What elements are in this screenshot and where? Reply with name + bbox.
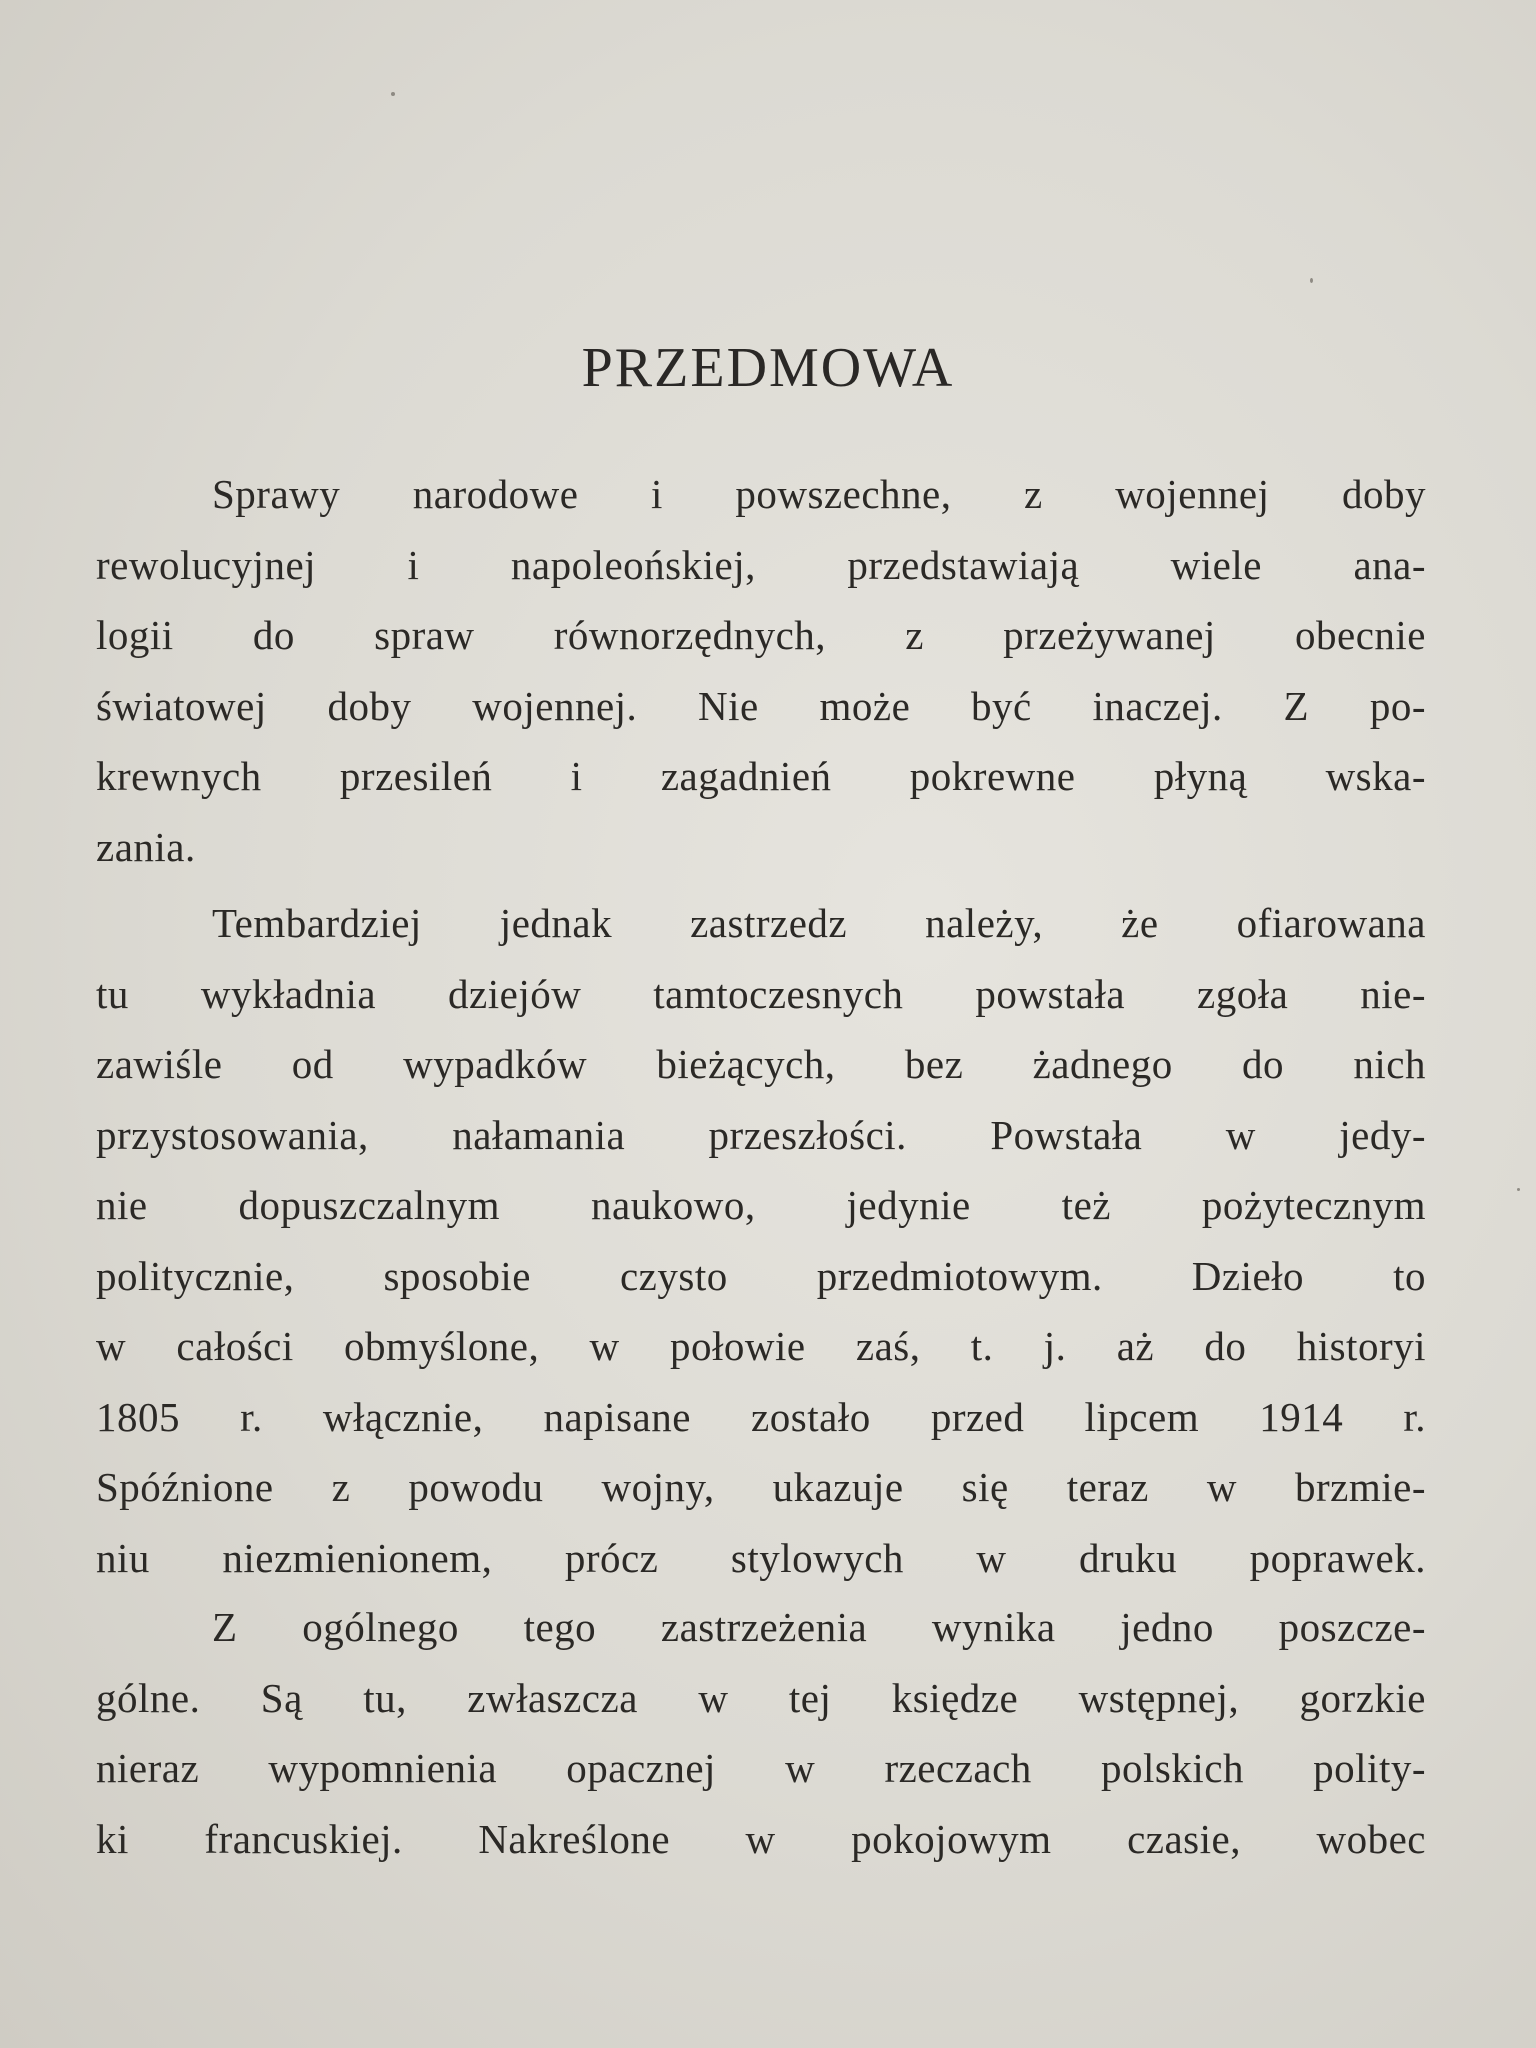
paper-speck <box>391 92 395 96</box>
text-line: zania. <box>96 823 196 870</box>
paragraph-1 <box>96 459 1426 882</box>
text-line: gólne. Są tu, zwłaszcza w tej księdze wstępnej, gorzkie <box>96 1674 1426 1721</box>
text-line: nie dopuszczalnym naukowo, jedynie też pożytecznym <box>96 1182 1426 1228</box>
text-line: w całości obmyślone, w połowie zaś, t. j. aż do historyi <box>96 1323 1426 1369</box>
text-line: niu niezmienionem, prócz stylowych w druku poprawek. <box>96 1534 1426 1581</box>
text-line: krewnych przesileń i zagadnień pokrewne płyną wska- <box>96 753 1426 799</box>
paper-speck <box>1310 278 1313 283</box>
text-line: Sprawy narodowe i powszechne, z wojennej doby <box>212 471 1426 517</box>
text-line: Z ogólnego tego zastrzeżenia wynika jedno poszcze- <box>212 1604 1426 1650</box>
page-title: PRZEDMOWA <box>581 337 955 399</box>
text-line: światowej doby wojennej. Nie może być inaczej. Z po- <box>96 682 1426 729</box>
text-line: Tembardziej jednak zastrzedz należy, że ofiarowana <box>212 900 1426 946</box>
paper-speck <box>1517 1188 1520 1191</box>
text-line: rewolucyjnej i napoleońskiej, przedstawiają wiele ana- <box>96 541 1426 588</box>
text-line: zawiśle od wypadków bieżących, bez żadnego do nich <box>96 1041 1426 1087</box>
text-line: 1805 r. włącznie, napisane zostało przed lipcem 1914 r. <box>96 1393 1426 1440</box>
text-line: ki francuskiej. Nakreślone w pokojowym czasie, wobec <box>96 1815 1426 1862</box>
text-line: nieraz wypomnienia opacznej w rzeczach polskich polity- <box>96 1745 1426 1791</box>
text-line: przystosowania, nałamania przeszłości. Powstała w jedy- <box>96 1111 1426 1158</box>
text-line: logii do spraw równorzędnych, z przeżywanej obecnie <box>96 612 1426 658</box>
text-line: Spóźnione z powodu wojny, ukazuje się teraz w brzmie- <box>96 1464 1426 1510</box>
text-line: tu wykładnia dziejów tamtoczesnych powstała zgoła nie- <box>96 970 1426 1017</box>
text-line: politycznie, sposobie czysto przedmiotowym. Dzieło to <box>96 1252 1426 1299</box>
paragraph-3 <box>96 1592 1426 1874</box>
paragraph-2 <box>96 888 1426 1593</box>
